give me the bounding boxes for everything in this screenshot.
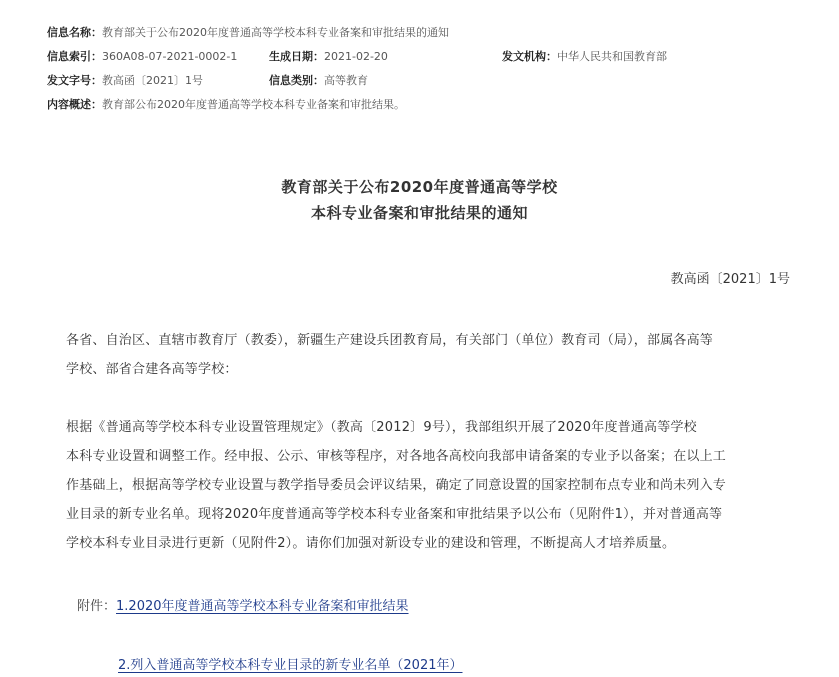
meta-index-label: 信息索引： [47, 50, 102, 63]
meta-row-summary [47, 95, 405, 115]
meta-index-value: 360A08-07-2021-0002-1 [102, 50, 238, 63]
meta-row-docno [47, 71, 792, 91]
attachment-link-1[interactable]: 1.2020年度普通高等学校本科专业备案和审批结果 [116, 599, 409, 614]
meta-org-value: 中华人民共和国教育部 [557, 50, 667, 63]
meta-org-label: 发文机构： [502, 50, 557, 63]
meta-date-label: 生成日期： [269, 50, 324, 63]
meta-date-value: 2021-02-20 [324, 50, 388, 63]
body-line: 根据《普通高等学校本科专业设置管理规定》（教高〔2012〕9号），我部组织开展了2020年度普通高等学校 [66, 420, 697, 435]
attachment-row-2 [118, 654, 463, 673]
body-line: 业目录的新专业名单。现将2020年度普通高等学校本科专业备案和审批结果予以公布（见附件1），并对普通高等 [66, 507, 723, 522]
meta-category-value: 高等教育 [324, 74, 368, 87]
attachment-row-1 [77, 595, 409, 614]
addressee-line: 各省、自治区、直辖市教育厅（教委），新疆生产建设兵团教育局，有关部门（单位）教育司（局），部属各高等 [66, 333, 714, 348]
meta-row-index [47, 47, 792, 67]
document-number: 教高函〔2021〕1号 [670, 272, 790, 287]
body-line: 本科专业设置和调整工作。经申报、公示、审核等程序，对各地各高校向我部申请备案的专业予以备案；在以上工 [66, 449, 727, 464]
meta-summary-value: 教育部公布2020年度普通高等学校本科专业备案和审批结果。 [102, 98, 405, 111]
meta-docno-value: 教高函〔2021〕1号 [102, 74, 203, 87]
meta-name-label: 信息名称： [47, 26, 102, 39]
meta-row-name [47, 23, 449, 43]
body-line: 作基础上，根据高等学校专业设置与教学指导委员会评议结果，确定了同意设置的国家控制布点专业和尚未列入专 [66, 478, 727, 493]
body-line: 学校本科专业目录进行更新（见附件2）。请你们加强对新设专业的建设和管理，不断提高人才培养质量。 [66, 536, 676, 551]
meta-category [269, 71, 368, 91]
meta-date [269, 47, 388, 67]
meta-category-label: 信息类别： [269, 74, 324, 87]
attachment-link-2[interactable]: 2.列入普通高等学校本科专业目录的新专业名单（2021年） [118, 658, 463, 673]
document-title-line1: 教育部关于公布2020年度普通高等学校 [281, 178, 558, 196]
attachment-label: 附件： [77, 599, 117, 614]
addressee-line: 学校、部省合建各高等学校： [66, 362, 238, 377]
meta-summary-label: 内容概述： [47, 98, 102, 111]
meta-org [502, 47, 667, 67]
meta-docno-label: 发文字号： [47, 74, 102, 87]
meta-name-value: 教育部关于公布2020年度普通高等学校本科专业备案和审批结果的通知 [102, 26, 449, 39]
document-title-line2: 本科专业备案和审批结果的通知 [310, 204, 528, 222]
